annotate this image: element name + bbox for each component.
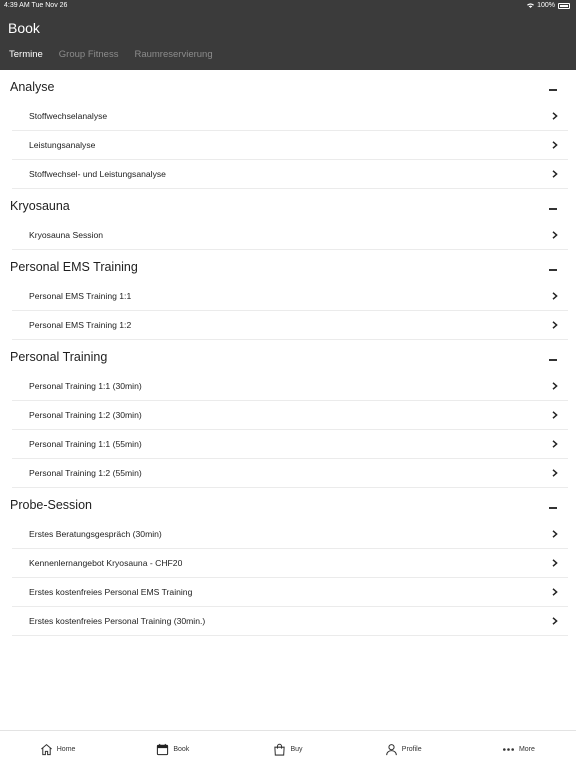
list-item[interactable] [12,549,568,578]
chevron-right-icon [552,440,558,448]
tabbar-label: More [518,746,535,753]
section-header[interactable] [0,488,576,520]
section-header[interactable] [0,250,576,282]
collapse-icon[interactable] [549,507,557,509]
chevron-right-icon [552,559,558,567]
chevron-right-icon [552,112,558,120]
list-item-label: Kennenlernangebot Kryosauna - CHF20 [29,558,183,568]
chevron-right-icon [552,411,558,419]
app-header [0,12,576,70]
list-item-label: Personal Training 1:2 (55min) [29,468,142,478]
section-title: Analyse [10,80,55,94]
segment-tabs [0,49,221,70]
more-dots-icon [502,743,515,756]
section-header[interactable] [0,70,576,102]
wifi-icon [527,3,534,8]
list-item-label: Leistungsanalyse [29,140,96,150]
status-time: 4:39 AM Tue Nov 26 [4,2,68,9]
tabbar-buy[interactable] [230,731,345,768]
list-item-label: Erstes kostenfreies Personal Training (30min.) [29,616,206,626]
list-item[interactable] [12,282,568,311]
tab-raumreservierung[interactable]: Raumreservierung [134,49,213,60]
section-title: Personal Training [10,350,108,364]
list-item[interactable] [12,311,568,340]
tab-group-fitness[interactable]: Group Fitness [58,49,119,60]
chevron-right-icon [552,231,558,239]
list-item-label: Personal Training 1:2 (30min) [29,410,142,420]
list-item[interactable] [12,102,568,131]
tab-termine[interactable]: Termine [9,49,43,60]
chevron-right-icon [552,588,558,596]
chevron-right-icon [552,321,558,329]
list-item[interactable] [12,430,568,459]
battery-percent: 100% [537,2,555,9]
page-title: Book [8,20,40,36]
booking-list [0,70,576,730]
list-item-label: Kryosauna Session [29,230,104,240]
list-item[interactable] [12,401,568,430]
list-item-label: Erstes Beratungsgespräch (30min) [29,529,162,539]
tabbar-profile[interactable] [346,731,461,768]
section-title: Kryosauna [10,199,70,213]
collapse-icon[interactable] [549,208,557,210]
bottom-tab-bar [0,730,576,768]
section-header[interactable] [0,189,576,221]
shopping-bag-icon [273,743,286,756]
chevron-right-icon [552,170,558,178]
list-item-label: Stoffwechsel- und Leistungsanalyse [29,169,166,179]
collapse-icon[interactable] [549,359,557,361]
collapse-icon[interactable] [549,89,557,91]
tabbar-label: Home [56,746,76,753]
list-item-label: Stoffwechselanalyse [29,111,108,121]
chevron-right-icon [552,382,558,390]
battery-icon [558,3,570,9]
chevron-right-icon [552,530,558,538]
status-bar [0,0,576,12]
list-item-label: Erstes kostenfreies Personal EMS Training [29,587,193,597]
user-icon [385,743,398,756]
list-item-label: Personal Training 1:1 (55min) [29,439,142,449]
tabbar-home[interactable] [0,731,115,768]
calendar-icon [156,743,169,756]
status-indicators [527,2,570,9]
chevron-right-icon [552,617,558,625]
list-item-label: Personal EMS Training 1:2 [29,320,132,330]
list-item[interactable] [12,372,568,401]
list-item[interactable] [12,221,568,250]
tabbar-label: Book [173,746,190,753]
tabbar-more[interactable] [461,731,576,768]
tabbar-label: Buy [290,746,303,753]
chevron-right-icon [552,292,558,300]
home-icon [40,743,53,756]
list-item-label: Personal EMS Training 1:1 [29,291,132,301]
tabbar-label: Profile [401,746,422,753]
list-item[interactable] [12,607,568,636]
list-item[interactable] [12,160,568,189]
list-item[interactable] [12,578,568,607]
list-item-label: Personal Training 1:1 (30min) [29,381,142,391]
tabbar-book[interactable] [115,731,230,768]
chevron-right-icon [552,469,558,477]
list-item[interactable] [12,459,568,488]
list-item[interactable] [12,131,568,160]
collapse-icon[interactable] [549,269,557,271]
section-header[interactable] [0,340,576,372]
section-title: Probe-Session [10,498,92,512]
section-title: Personal EMS Training [10,260,138,274]
list-item[interactable] [12,520,568,549]
chevron-right-icon [552,141,558,149]
